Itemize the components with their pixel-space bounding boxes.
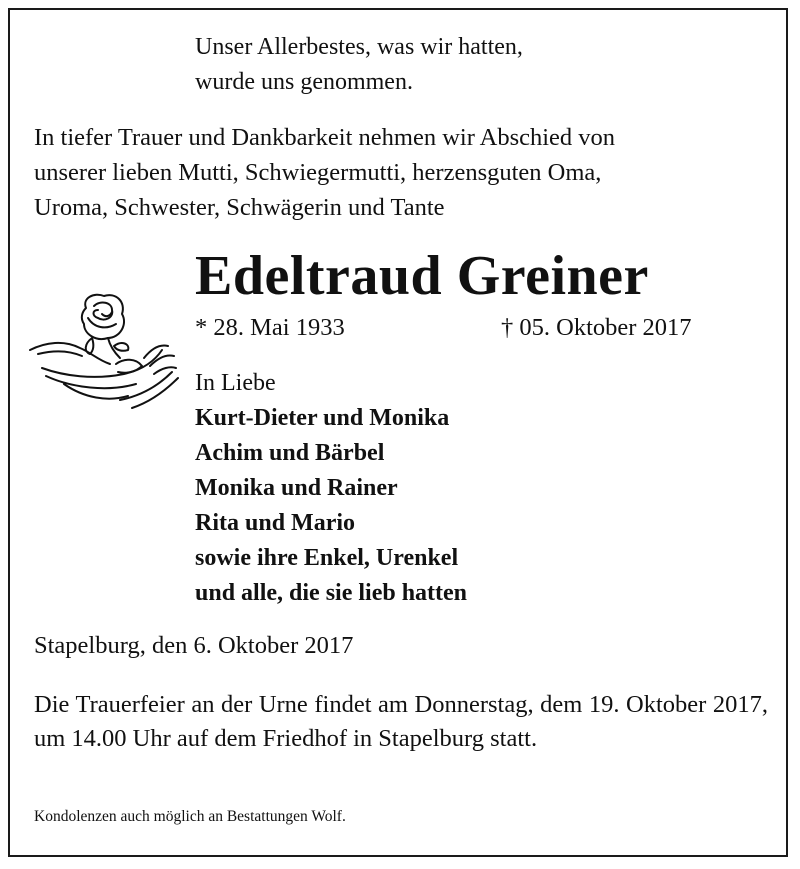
mourners-heading: In Liebe — [195, 370, 276, 396]
birth-date: * 28. Mai 1933 — [195, 314, 345, 341]
funeral-notice: Die Trauerfeier an der Urne findet am Donnerstag, dem 19. Oktober 2017, um 14.00 Uhr auf dem Friedhof in Stapelburg statt. — [34, 691, 768, 752]
condolences-note: Kondolenzen auch möglich an Bestattungen Wolf. — [34, 808, 346, 825]
mourner-line: Rita und Mario — [195, 510, 356, 536]
mourner-line: Achim und Bärbel — [195, 440, 385, 466]
deceased-name: Edeltraud Greiner — [195, 245, 649, 307]
place-and-date: Stapelburg, den 6. Oktober 2017 — [34, 632, 354, 659]
mourner-line: Kurt-Dieter und Monika — [195, 405, 450, 431]
motto-line-1: Unser Allerbestes, was wir hatten, — [195, 34, 523, 60]
mourner-line: Monika und Rainer — [195, 475, 398, 501]
motto-line-2: wurde uns genommen. — [195, 69, 413, 95]
intro-line-2: unserer lieben Mutti, Schwiegermutti, herzensguten Oma, — [34, 159, 602, 186]
mourner-line: sowie ihre Enkel, Urenkel — [195, 545, 459, 571]
intro-line-3: Uroma, Schwester, Schwägerin und Tante — [34, 194, 445, 221]
rose-in-hands-icon — [24, 288, 184, 418]
intro-line-1: In tiefer Trauer und Dankbarkeit nehmen wir Abschied von — [34, 124, 616, 151]
mourner-line: und alle, die sie lieb hatten — [195, 580, 468, 606]
death-date: † 05. Oktober 2017 — [501, 314, 692, 341]
